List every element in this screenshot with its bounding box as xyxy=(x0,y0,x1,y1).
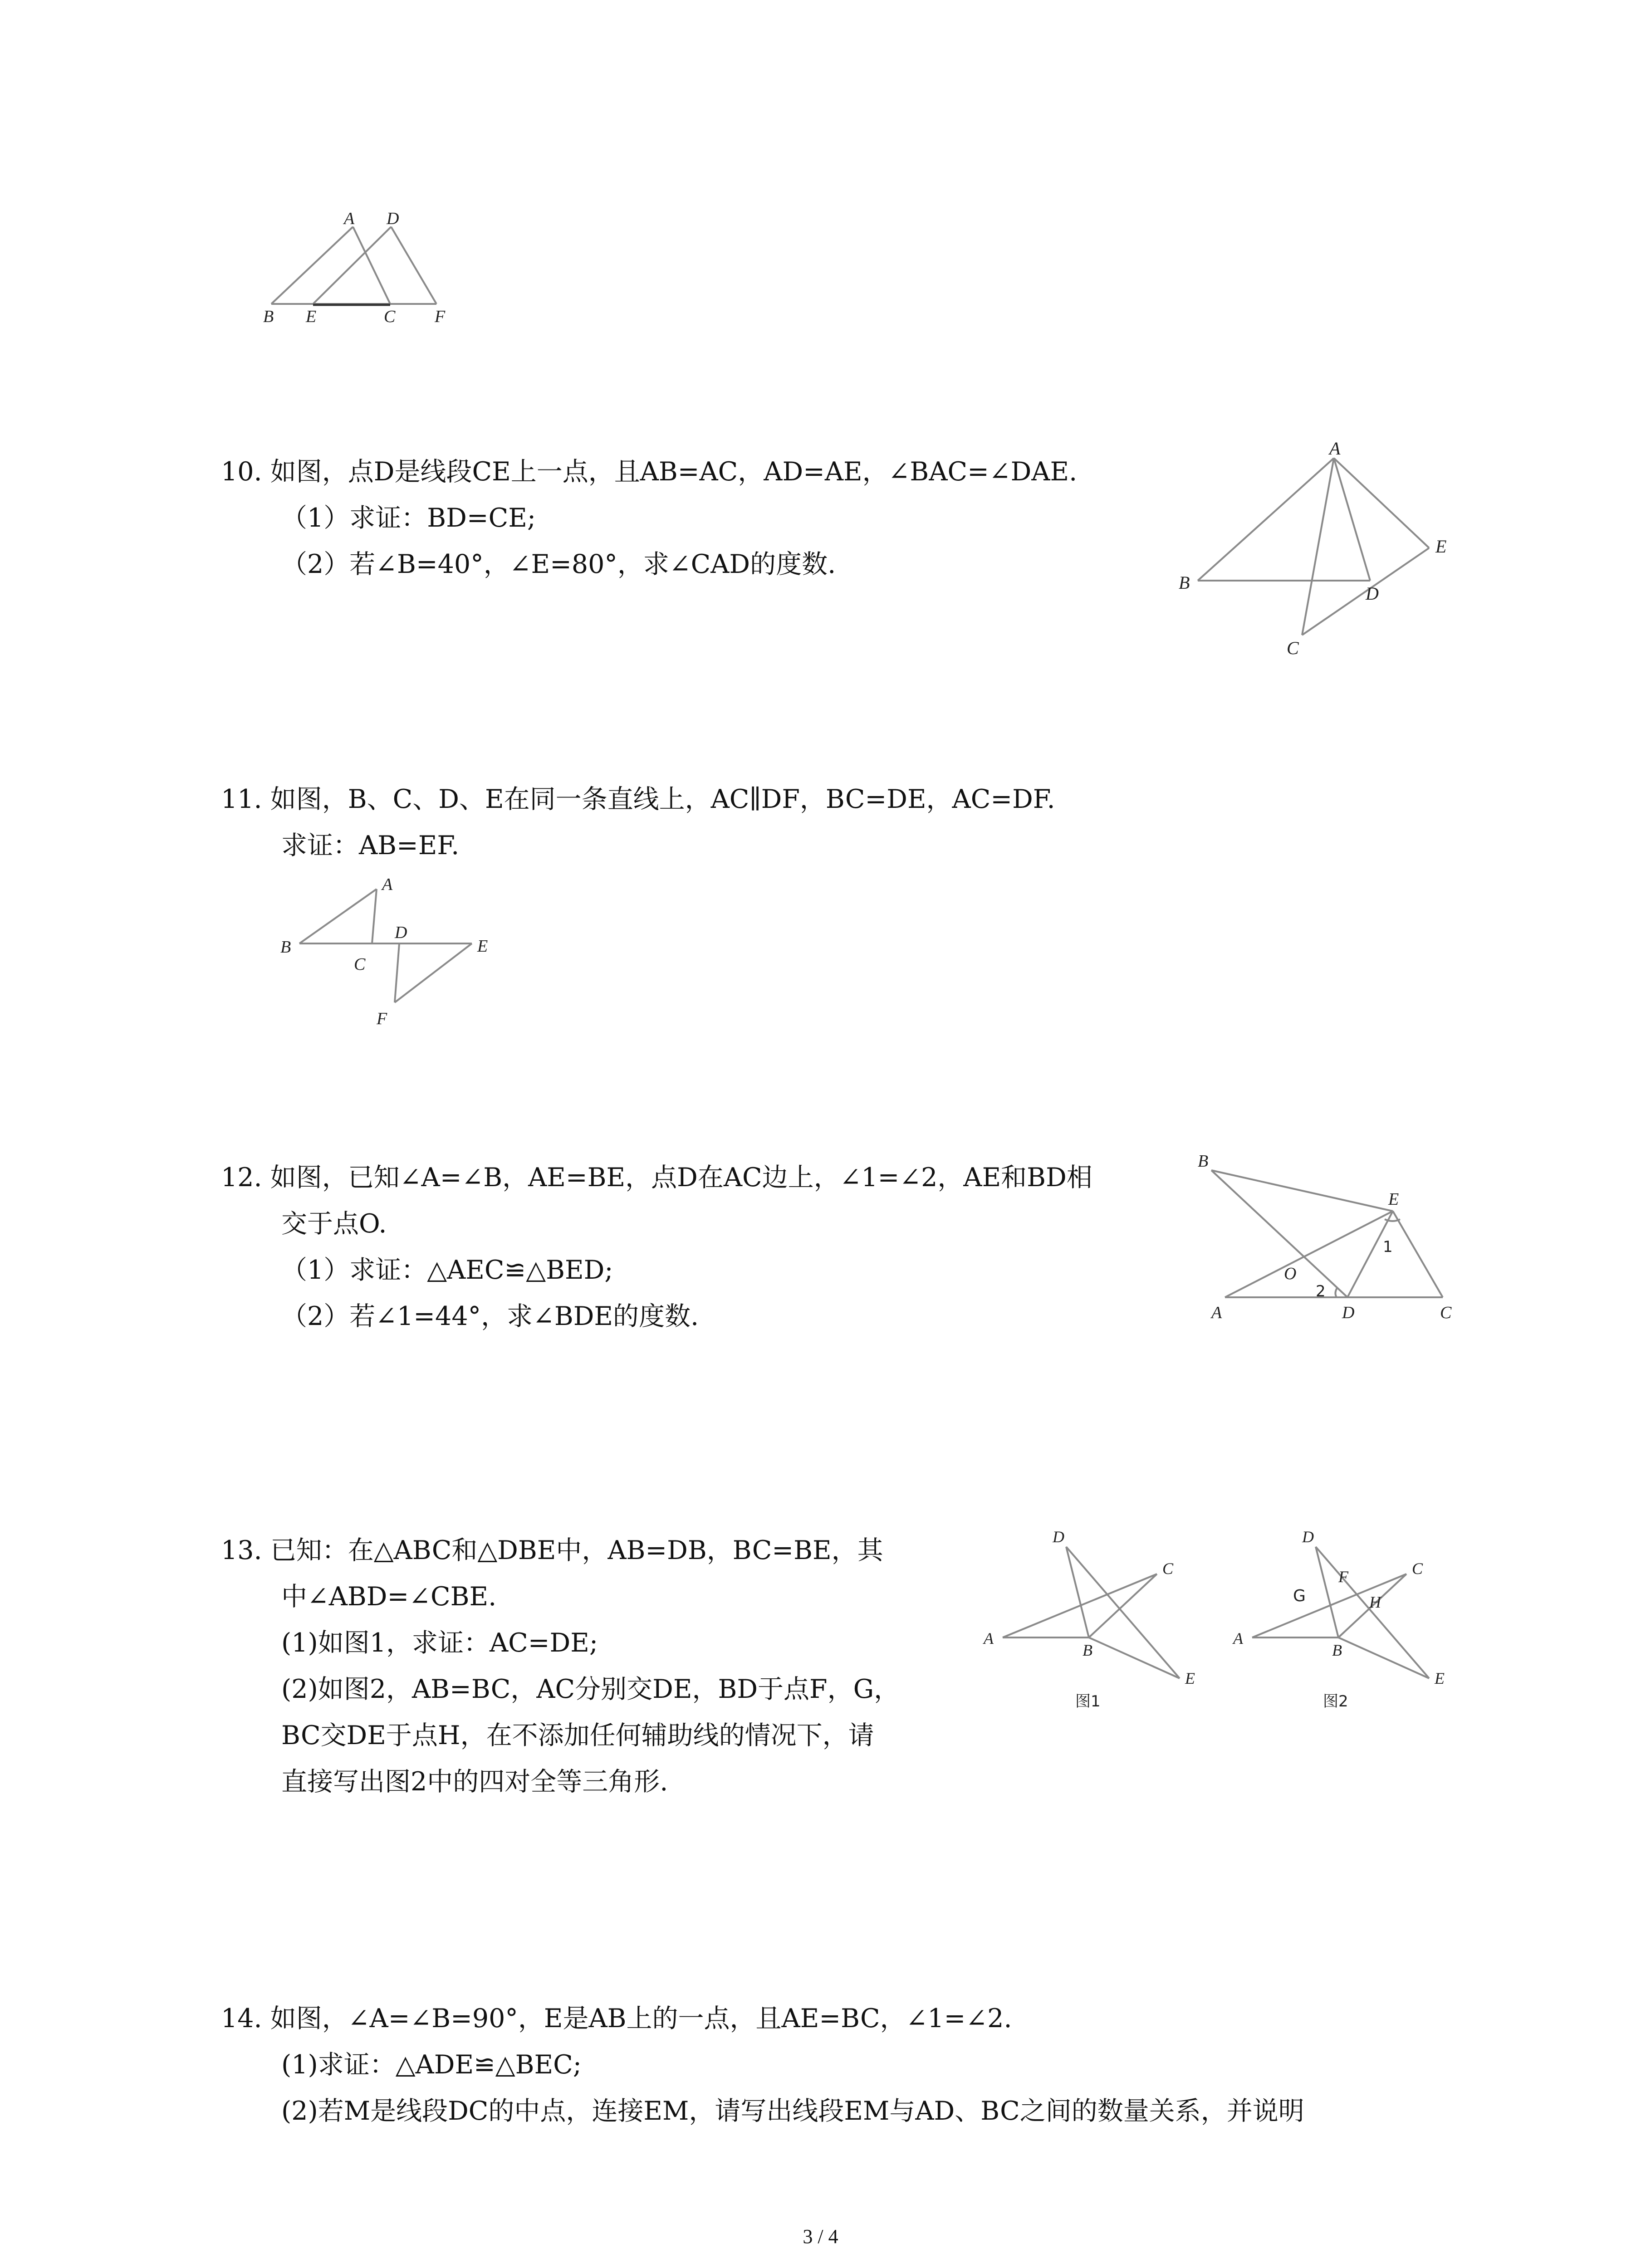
segment-ae xyxy=(1225,1211,1393,1297)
label-c: C xyxy=(384,307,396,326)
q10-line1: 10. 如图，点D是线段CE上一点，且AB=AC，AD=AE，∠BAC=∠DAE. xyxy=(221,457,1078,487)
figure-q11 xyxy=(272,862,508,1052)
label-e: E xyxy=(1435,1669,1445,1687)
segment-be xyxy=(1338,1637,1429,1678)
q10-line2: （1）求证：BD=CE; xyxy=(281,503,536,533)
label-c: C xyxy=(1412,1559,1423,1578)
q13-line2: 中∠ABD=∠CBE. xyxy=(281,1582,497,1612)
angle-1-arc xyxy=(1385,1219,1400,1221)
q14-line2: (1)求证：△ADE≌△BEC; xyxy=(281,2050,582,2080)
label-d: D xyxy=(1053,1528,1064,1546)
label-b: B xyxy=(1198,1152,1209,1171)
segment-ac xyxy=(1003,1574,1157,1637)
label-d: D xyxy=(1366,583,1379,604)
q12-line3: （1）求证：△AEC≌△BED; xyxy=(281,1255,613,1285)
figure-q10 xyxy=(1171,438,1461,658)
caption-fig2: 图2 xyxy=(1323,1692,1348,1711)
label-e: E xyxy=(1388,1190,1399,1209)
label-d: D xyxy=(1302,1528,1314,1546)
label-b: B xyxy=(263,307,274,326)
segment-ed xyxy=(313,227,391,304)
segment-ac xyxy=(1302,458,1334,635)
label-e: E xyxy=(1185,1669,1195,1687)
label-a: A xyxy=(344,209,355,228)
segment-ac xyxy=(1252,1574,1406,1637)
figure-q13-1 xyxy=(975,1524,1230,1715)
label-g: G xyxy=(1293,1587,1306,1605)
label-d: D xyxy=(1342,1303,1355,1322)
segment-ac xyxy=(353,227,390,304)
label-b: B xyxy=(1332,1641,1342,1659)
segment-fe xyxy=(395,943,472,1002)
q12-line1: 12. 如图，已知∠A=∠B，AE=BE，点D在AC边上，∠1=∠2，AE和BD相 xyxy=(221,1163,1092,1193)
q13-line5: BC交DE于点H，在不添加任何辅助线的情况下，请 xyxy=(281,1721,874,1750)
label-c: C xyxy=(1287,638,1299,658)
label-e: E xyxy=(306,307,317,326)
label-a: A xyxy=(1329,438,1341,459)
q13-line3: (1)如图1，求证：AC=DE; xyxy=(281,1628,598,1658)
label-f: F xyxy=(435,307,446,326)
q11-line1: 11. 如图，B、C、D、E在同一条直线上，AC∥DF，BC=DE，AC=DF. xyxy=(221,784,1055,814)
label-a: A xyxy=(1211,1303,1222,1322)
label-c: C xyxy=(1440,1303,1452,1322)
figure-q9 xyxy=(254,209,463,331)
label-d: D xyxy=(395,923,407,942)
q13-line1: 13. 已知：在△ABC和△DBE中，AB=DB，BC=BE，其 xyxy=(221,1535,883,1565)
label-b: B xyxy=(1083,1641,1092,1659)
segment-ba xyxy=(271,227,353,304)
label-c: C xyxy=(1162,1559,1174,1578)
q13-line4: (2)如图2，AB=BC，AC分别交DE，BD于点F，G， xyxy=(281,1674,900,1704)
label-e: E xyxy=(477,937,488,956)
figure-q12 xyxy=(1198,1143,1479,1343)
label-o: O xyxy=(1284,1264,1297,1283)
q10-line3: （2）若∠B=40°，∠E=80°，求∠CAD的度数. xyxy=(281,549,836,579)
segment-ec xyxy=(1393,1211,1443,1297)
label-f: F xyxy=(377,1009,387,1028)
page-number: 3 / 4 xyxy=(803,2225,838,2248)
label-e: E xyxy=(1435,536,1447,557)
segment-df xyxy=(391,227,436,304)
label-d: D xyxy=(387,209,399,228)
label-b: B xyxy=(1179,572,1190,593)
segment-be xyxy=(1211,1170,1393,1211)
segment-df xyxy=(395,943,399,1002)
segment-ae xyxy=(1334,458,1429,548)
label-a: A xyxy=(1233,1629,1243,1647)
q13-line6: 直接写出图2中的四对全等三角形. xyxy=(281,1767,668,1797)
label-f: F xyxy=(1338,1568,1348,1586)
segment-cb xyxy=(1089,1574,1157,1637)
q11-line2: 求证：AB=EF. xyxy=(281,831,460,860)
q12-line4: （2）若∠1=44°，求∠BDE的度数. xyxy=(281,1301,699,1331)
label-b: B xyxy=(280,938,291,957)
q14-line3: (2)若M是线段DC的中点，连接EM，请写出线段EM与AD、BC之间的数量关系，并说明 xyxy=(281,2096,1304,2126)
segment-bd xyxy=(1211,1170,1347,1297)
segment-ab xyxy=(1198,458,1334,581)
figure-q13-2 xyxy=(1225,1524,1488,1715)
segment-ac xyxy=(372,889,377,943)
q14-line1: 14. 如图，∠A=∠B=90°，E是AB上的一点，且AE=BC，∠1=∠2. xyxy=(221,2004,1012,2033)
label-h: H xyxy=(1369,1593,1381,1611)
label-c: C xyxy=(354,955,366,974)
label-a: A xyxy=(382,875,393,894)
label-a: A xyxy=(984,1629,994,1647)
q12-line2: 交于点O. xyxy=(281,1209,387,1239)
label-angle-1: 1 xyxy=(1383,1238,1393,1256)
segment-be xyxy=(1089,1637,1180,1678)
segment-ad xyxy=(1334,458,1370,581)
segment-ba xyxy=(299,889,377,943)
caption-fig1: 图1 xyxy=(1075,1692,1101,1711)
label-angle-2: 2 xyxy=(1316,1282,1326,1300)
angle-2-arc xyxy=(1335,1287,1337,1297)
